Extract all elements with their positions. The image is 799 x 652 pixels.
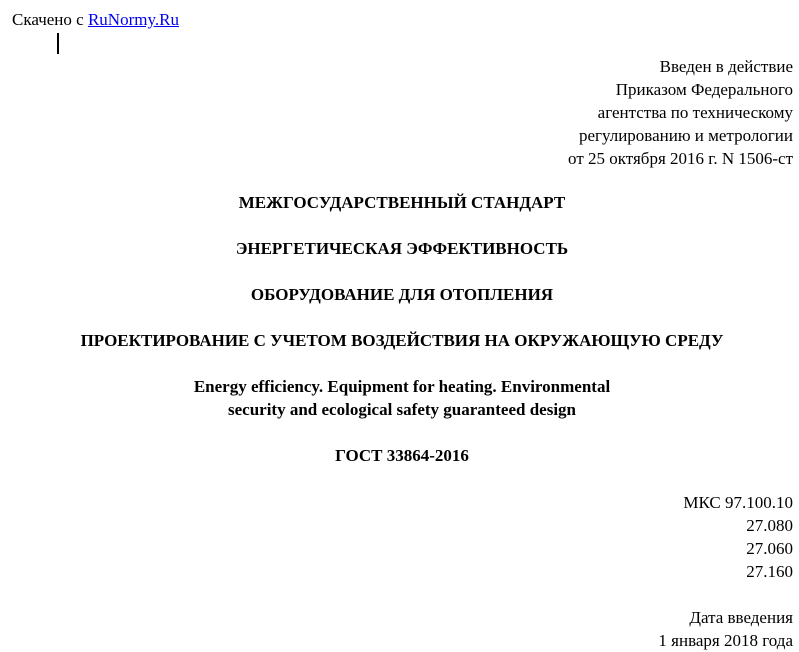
introduction-date: 1 января 2018 года xyxy=(658,631,793,650)
standard-type-heading: МЕЖГОСУДАРСТВЕННЫЙ СТАНДАРТ xyxy=(238,193,566,212)
source-link[interactable]: RuNormy.Ru xyxy=(87,10,179,29)
classification-code: МКС 97.100.10 xyxy=(683,493,793,512)
introduction-label: Дата введения xyxy=(689,608,793,627)
title-block xyxy=(0,191,799,467)
energy-heading: ЭНЕРГЕТИЧЕСКАЯ ЭФФЕКТИВНОСТЬ xyxy=(235,239,569,258)
english-title xyxy=(0,375,799,421)
approval-line: от 25 октября 2016 г. N 1506-ст xyxy=(568,149,793,168)
approval-line: агентства по техническому xyxy=(597,103,793,122)
approval-line: Введен в действие xyxy=(659,57,793,76)
approval-line: Приказом Федерального xyxy=(615,80,793,99)
classification-codes xyxy=(683,491,793,583)
gost-number: ГОСТ 33864-2016 xyxy=(335,446,469,465)
source-prefix: Скачено с xyxy=(12,10,88,29)
design-heading: ПРОЕКТИРОВАНИЕ С УЧЕТОМ ВОЗДЕЙСТВИЯ НА ОКРУЖАЮЩУЮ СРЕДУ xyxy=(80,331,724,350)
approval-block xyxy=(568,55,793,170)
equipment-heading: ОБОРУДОВАНИЕ ДЛЯ ОТОПЛЕНИЯ xyxy=(250,285,554,304)
english-title-line: Energy efficiency. Equipment for heating. Environmental xyxy=(193,377,611,396)
classification-code: 27.160 xyxy=(746,562,793,581)
english-title-line: security and ecological safety guaranteed design xyxy=(228,400,576,419)
text-cursor xyxy=(57,33,59,54)
introduction-date-block xyxy=(658,606,793,652)
source-line xyxy=(12,8,179,31)
classification-code: 27.060 xyxy=(746,539,793,558)
classification-code: 27.080 xyxy=(746,516,793,535)
approval-line: регулированию и метрологии xyxy=(578,126,793,145)
